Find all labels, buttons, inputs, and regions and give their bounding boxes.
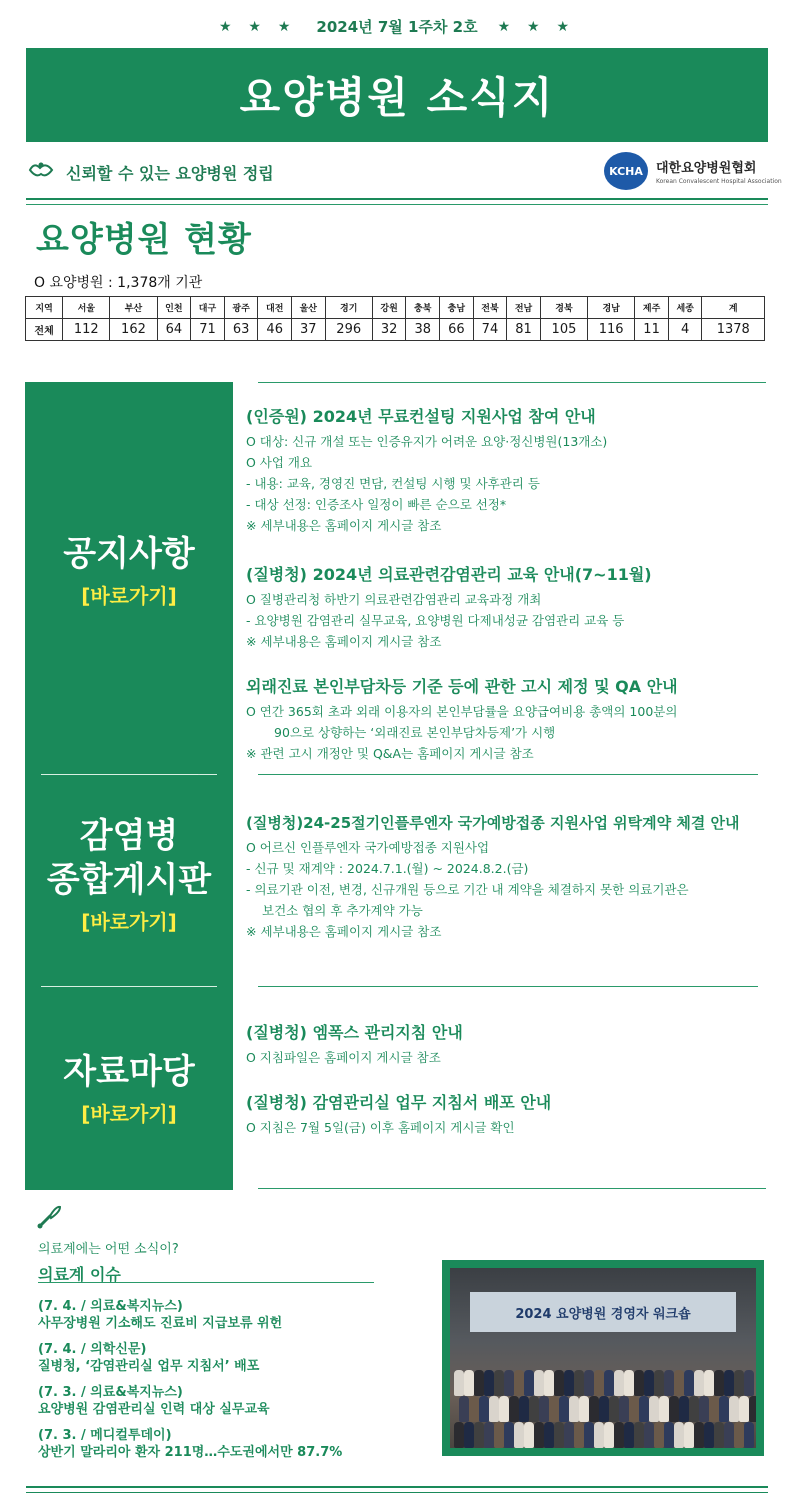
notice-item[interactable] [246, 674, 776, 764]
crowd-figure [614, 1370, 624, 1396]
crowd-figure [554, 1422, 564, 1448]
crowd-figure [529, 1396, 539, 1422]
crowd-figure [634, 1422, 644, 1448]
crowd-figure [649, 1396, 659, 1422]
divider [26, 1486, 768, 1488]
crowd-figure [684, 1422, 694, 1448]
crowd-figure [464, 1370, 474, 1396]
region-value-cell: 11 [635, 319, 669, 341]
region-header-cell: 인천 [157, 297, 191, 319]
resource-title[interactable]: (질병청) 엠폭스 관리지침 안내 [246, 1023, 463, 1042]
region-header-cell: 경남 [588, 297, 635, 319]
divider [258, 1188, 766, 1189]
region-value-cell: 1378 [702, 319, 765, 341]
slogan [28, 160, 274, 184]
workshop-photo [450, 1268, 756, 1448]
region-value-cell: 71 [191, 319, 225, 341]
crowd-figure [479, 1396, 489, 1422]
crowd-figure [749, 1396, 756, 1422]
crowd-figure [644, 1422, 654, 1448]
crowd-figure [659, 1396, 669, 1422]
region-header-cell: 충남 [440, 297, 474, 319]
crowd-figure [484, 1422, 494, 1448]
notice-line: ※ 세부내용은 홈페이지 게시글 참조 [246, 518, 442, 533]
crowd-figure [639, 1396, 649, 1422]
crowd-figure [714, 1422, 724, 1448]
news-item[interactable] [38, 1384, 418, 1418]
region-value-cell: 112 [63, 319, 110, 341]
news-source: (7. 3. / 의료&복지뉴스) [38, 1385, 183, 1400]
crowd-figure [454, 1370, 464, 1396]
region-header-cell: 세종 [668, 297, 702, 319]
crowd-figure [474, 1370, 484, 1396]
resources-shortcut-link[interactable]: [바로가기] [81, 1102, 177, 1126]
news-question: 의료계에는 어떤 소식이? [38, 1242, 179, 1257]
region-value-cell: 116 [588, 319, 635, 341]
region-header-cell: 울산 [292, 297, 326, 319]
region-value-cell: 105 [540, 319, 587, 341]
crowd-figure [524, 1370, 534, 1396]
crowd-figure [464, 1422, 474, 1448]
crowd-figure [534, 1370, 544, 1396]
region-value-cell: 64 [157, 319, 191, 341]
crowd-figure [579, 1396, 589, 1422]
notice-item[interactable] [246, 562, 776, 652]
sidebar-notice-title: 공지사항 [63, 534, 195, 574]
region-header-cell: 대전 [258, 297, 292, 319]
crowd-figure [604, 1422, 614, 1448]
sidebar-infection-title-2: 종합게시판 [46, 860, 212, 900]
infection-shortcut-link[interactable]: [바로가기] [81, 910, 177, 934]
sidebar-infection-title-1: 감염병 [79, 816, 179, 856]
news-title[interactable]: 질병청, ‘감염관리실 업무 지침서’ 배포 [38, 1359, 260, 1374]
crowd-figure [499, 1396, 509, 1422]
crowd-figure [744, 1370, 754, 1396]
crowd-figure [704, 1370, 714, 1396]
paintbrush-icon [36, 1204, 62, 1236]
crowd-figure [524, 1422, 534, 1448]
section-heading-status: 요양병원 현황 [36, 220, 252, 260]
resource-title[interactable]: (질병청) 감염관리실 업무 지침서 배포 안내 [246, 1093, 552, 1112]
infection-title[interactable]: (질병청)24-25절기인플루엔자 국가예방접종 지원사업 위탁계약 체결 안내 [246, 814, 740, 832]
crowd-figure [504, 1422, 514, 1448]
divider [258, 382, 766, 383]
crowd-figure [664, 1422, 674, 1448]
crowd-figure [509, 1396, 519, 1422]
infection-line: O 어르신 인플루엔자 국가예방접종 지원사업 [246, 840, 490, 855]
region-value-cell: 296 [325, 319, 372, 341]
sidebar-notice[interactable] [25, 532, 233, 609]
region-header-cell: 강원 [372, 297, 406, 319]
crowd-figure [584, 1422, 594, 1448]
divider [26, 204, 768, 205]
resource-item[interactable] [246, 1090, 776, 1138]
infection-line: - 신규 및 재계약 : 2024.7.1.(월) ~ 2024.8.2.(금) [246, 861, 529, 876]
crowd-figure [714, 1370, 724, 1396]
crowd-figure [574, 1422, 584, 1448]
region-header-row [26, 297, 765, 319]
crowd-figure [634, 1370, 644, 1396]
divider [258, 986, 758, 987]
divider [26, 198, 768, 200]
crowd-figure [544, 1422, 554, 1448]
notice-line: O 사업 개요 [246, 455, 313, 470]
crowd-figure [694, 1422, 704, 1448]
crowd-figure [454, 1422, 464, 1448]
resource-line: O 지침은 7월 5일(금) 이후 홈페이지 게시글 확인 [246, 1120, 515, 1135]
crowd-figure [624, 1422, 634, 1448]
crowd-figure [594, 1422, 604, 1448]
notice-line: 90으로 상향하는 ‘외래진료 본인부담차등제’가 시행 [274, 725, 556, 740]
crowd-figure [504, 1370, 514, 1396]
crowd-figure [739, 1396, 749, 1422]
crowd-figure [654, 1370, 664, 1396]
region-header-cell: 충북 [406, 297, 440, 319]
crowd-figure [679, 1396, 689, 1422]
crowd-figure [554, 1370, 564, 1396]
association-name-en: Korean Convalescent Hospital Association [656, 178, 782, 185]
region-header-cell: 지역 [26, 297, 63, 319]
kcha-logo-icon: KCHA [604, 152, 648, 190]
region-header-cell: 전남 [507, 297, 541, 319]
divider [258, 774, 758, 775]
region-header-cell: 제주 [635, 297, 669, 319]
slogan-text: 신뢰할 수 있는 요양병원 정립 [66, 163, 274, 183]
crowd-figure [724, 1422, 734, 1448]
crowd-figure [469, 1396, 479, 1422]
crowd-figure [709, 1396, 719, 1422]
crowd-figure [624, 1370, 634, 1396]
resource-item[interactable] [246, 1020, 776, 1068]
crowd-figure [539, 1396, 549, 1422]
crowd-figure [614, 1422, 624, 1448]
crowd-figure [514, 1422, 524, 1448]
crowd-figure [744, 1422, 754, 1448]
crowd-figure [629, 1396, 639, 1422]
infection-item[interactable] [246, 812, 786, 942]
issue-header [0, 16, 794, 37]
region-header-cell: 부산 [110, 297, 157, 319]
divider [38, 1282, 374, 1283]
crowd-figure [494, 1370, 504, 1396]
crowd-figure [459, 1396, 469, 1422]
crowd-figure [599, 1396, 609, 1422]
infection-line: 보건소 협의 후 추가계약 가능 [262, 903, 423, 918]
news-list [38, 1298, 418, 1470]
sidebar-divider [41, 774, 217, 775]
crowd-figure [674, 1370, 684, 1396]
infection-line: ※ 세부내용은 홈페이지 게시글 참조 [246, 924, 442, 939]
notice-shortcut-link[interactable]: [바로가기] [81, 584, 177, 608]
region-value-cell: 38 [406, 319, 440, 341]
news-source: (7. 4. / 의료&복지뉴스) [38, 1299, 183, 1314]
issue-number: 2024년 7월 1주차 2호 [316, 18, 478, 36]
region-value-cell: 4 [668, 319, 702, 341]
sidebar [25, 382, 233, 1190]
crowd-figure [619, 1396, 629, 1422]
star-icons-left: ★ ★ ★ [219, 18, 297, 35]
crowd-figure [684, 1370, 694, 1396]
handshake-icon [28, 160, 54, 184]
crowd-figure [674, 1422, 684, 1448]
hospital-count: O 요양병원 : 1,378개 기관 [34, 275, 203, 291]
sidebar-resources[interactable] [25, 1050, 233, 1127]
region-header-cell: 대구 [191, 297, 225, 319]
crowd-figure [584, 1370, 594, 1396]
crowd-figure [699, 1396, 709, 1422]
newsletter-title: 요양병원 소식지 [239, 73, 555, 122]
crowd-figure [559, 1396, 569, 1422]
resource-line: O 지침파일은 홈페이지 게시글 참조 [246, 1050, 441, 1065]
crowd-figure [589, 1396, 599, 1422]
news-title[interactable]: 상반기 말라리아 환자 211명…수도권에서만 87.7% [38, 1445, 343, 1460]
divider [26, 1492, 768, 1493]
crowd-figure [474, 1422, 484, 1448]
news-item[interactable] [38, 1298, 418, 1332]
region-header-cell: 계 [702, 297, 765, 319]
news-title[interactable]: 요양병원 감염관리실 인력 대상 실무교육 [38, 1402, 270, 1417]
region-value-cell: 74 [473, 319, 507, 341]
sidebar-resources-title: 자료마당 [63, 1052, 195, 1092]
news-heading: 의료계 이슈 [38, 1265, 121, 1284]
notice-title[interactable]: (질병청) 2024년 의료관련감염관리 교육 안내(7~11월) [246, 565, 652, 584]
region-header-cell: 경기 [325, 297, 372, 319]
crowd-figure [519, 1396, 529, 1422]
notice-line: - 내용: 교육, 경영진 면담, 컨설팅 시행 및 사후관리 등 [246, 476, 540, 491]
region-header-cell: 경북 [540, 297, 587, 319]
notice-line: O 질병관리청 하반기 의료관련감염관리 교육과정 개최 [246, 592, 542, 607]
news-item[interactable] [38, 1427, 418, 1461]
crowd-figure [494, 1422, 504, 1448]
crowd-figure [609, 1396, 619, 1422]
notice-title[interactable]: 외래진료 본인부담차등 기준 등에 관한 고시 제정 및 QA 안내 [246, 677, 678, 696]
star-icons-right: ★ ★ ★ [497, 18, 575, 35]
news-item[interactable] [38, 1341, 418, 1375]
crowd-figure [569, 1396, 579, 1422]
crowd-figure [704, 1422, 714, 1448]
crowd-figure [574, 1370, 584, 1396]
crowd-figure [734, 1370, 744, 1396]
region-value-cell: 46 [258, 319, 292, 341]
news-source: (7. 3. / 메디컬투데이) [38, 1428, 172, 1443]
notice-line: - 요양병원 감염관리 실무교육, 요양병원 다제내성균 감염관리 교육 등 [246, 613, 625, 628]
crowd-illustration [450, 1356, 756, 1448]
workshop-photo-frame [442, 1260, 764, 1456]
crowd-figure [594, 1370, 604, 1396]
region-value-cell: 81 [507, 319, 541, 341]
crowd-figure [514, 1370, 524, 1396]
crowd-figure [729, 1396, 739, 1422]
crowd-figure [654, 1422, 664, 1448]
region-header-cell: 광주 [224, 297, 258, 319]
crowd-figure [564, 1422, 574, 1448]
crowd-figure [694, 1370, 704, 1396]
sidebar-divider [41, 986, 217, 987]
crowd-figure [604, 1370, 614, 1396]
notice-line: ※ 관련 고시 개정안 및 Q&A는 홈페이지 게시글 참조 [246, 746, 534, 761]
region-value-cell: 37 [292, 319, 326, 341]
news-title[interactable]: 사무장병원 기소해도 진료비 지급보류 위헌 [38, 1316, 283, 1331]
notice-line: O 연간 365회 초과 외래 이용자의 본인부담률을 요양급여비용 총액의 100분의 [246, 704, 678, 719]
news-source: (7. 4. / 의학신문) [38, 1342, 147, 1357]
photo-banner-text: 2024 요양병원 경영자 워크숍 [470, 1292, 736, 1332]
region-value-cell: 전체 [26, 319, 63, 341]
infection-line: - 의료기관 이전, 변경, 신규개원 등으로 기간 내 계약을 체결하지 못한 의료기관은 [246, 882, 689, 897]
crowd-figure [734, 1422, 744, 1448]
association-name: 대한요양병원협회 [656, 161, 757, 176]
region-value-cell: 162 [110, 319, 157, 341]
crowd-figure [534, 1422, 544, 1448]
notice-item[interactable] [246, 404, 776, 536]
region-table [25, 296, 765, 341]
region-value-cell: 63 [224, 319, 258, 341]
notice-title[interactable]: (인증원) 2024년 무료컨설팅 지원사업 참여 안내 [246, 407, 596, 426]
notice-line: ※ 세부내용은 홈페이지 게시글 참조 [246, 634, 442, 649]
region-value-row [26, 319, 765, 341]
notice-line: O 대상: 신규 개설 또는 인증유지가 어려운 요양·정신병원(13개소) [246, 434, 608, 449]
crowd-figure [669, 1396, 679, 1422]
crowd-figure [644, 1370, 654, 1396]
sidebar-infection[interactable] [25, 814, 233, 935]
crowd-figure [564, 1370, 574, 1396]
crowd-figure [719, 1396, 729, 1422]
region-value-cell: 66 [440, 319, 474, 341]
newsletter-title-banner [26, 48, 768, 142]
crowd-figure [544, 1370, 554, 1396]
crowd-figure [689, 1396, 699, 1422]
region-value-cell: 32 [372, 319, 406, 341]
region-header-cell: 전북 [473, 297, 507, 319]
crowd-figure [484, 1370, 494, 1396]
notice-line: - 대상 선정: 인증조사 일정이 빠른 순으로 선정* [246, 497, 507, 512]
association-logo[interactable] [604, 152, 782, 190]
crowd-figure [664, 1370, 674, 1396]
crowd-figure [489, 1396, 499, 1422]
region-header-cell: 서울 [63, 297, 110, 319]
crowd-figure [724, 1370, 734, 1396]
crowd-figure [549, 1396, 559, 1422]
